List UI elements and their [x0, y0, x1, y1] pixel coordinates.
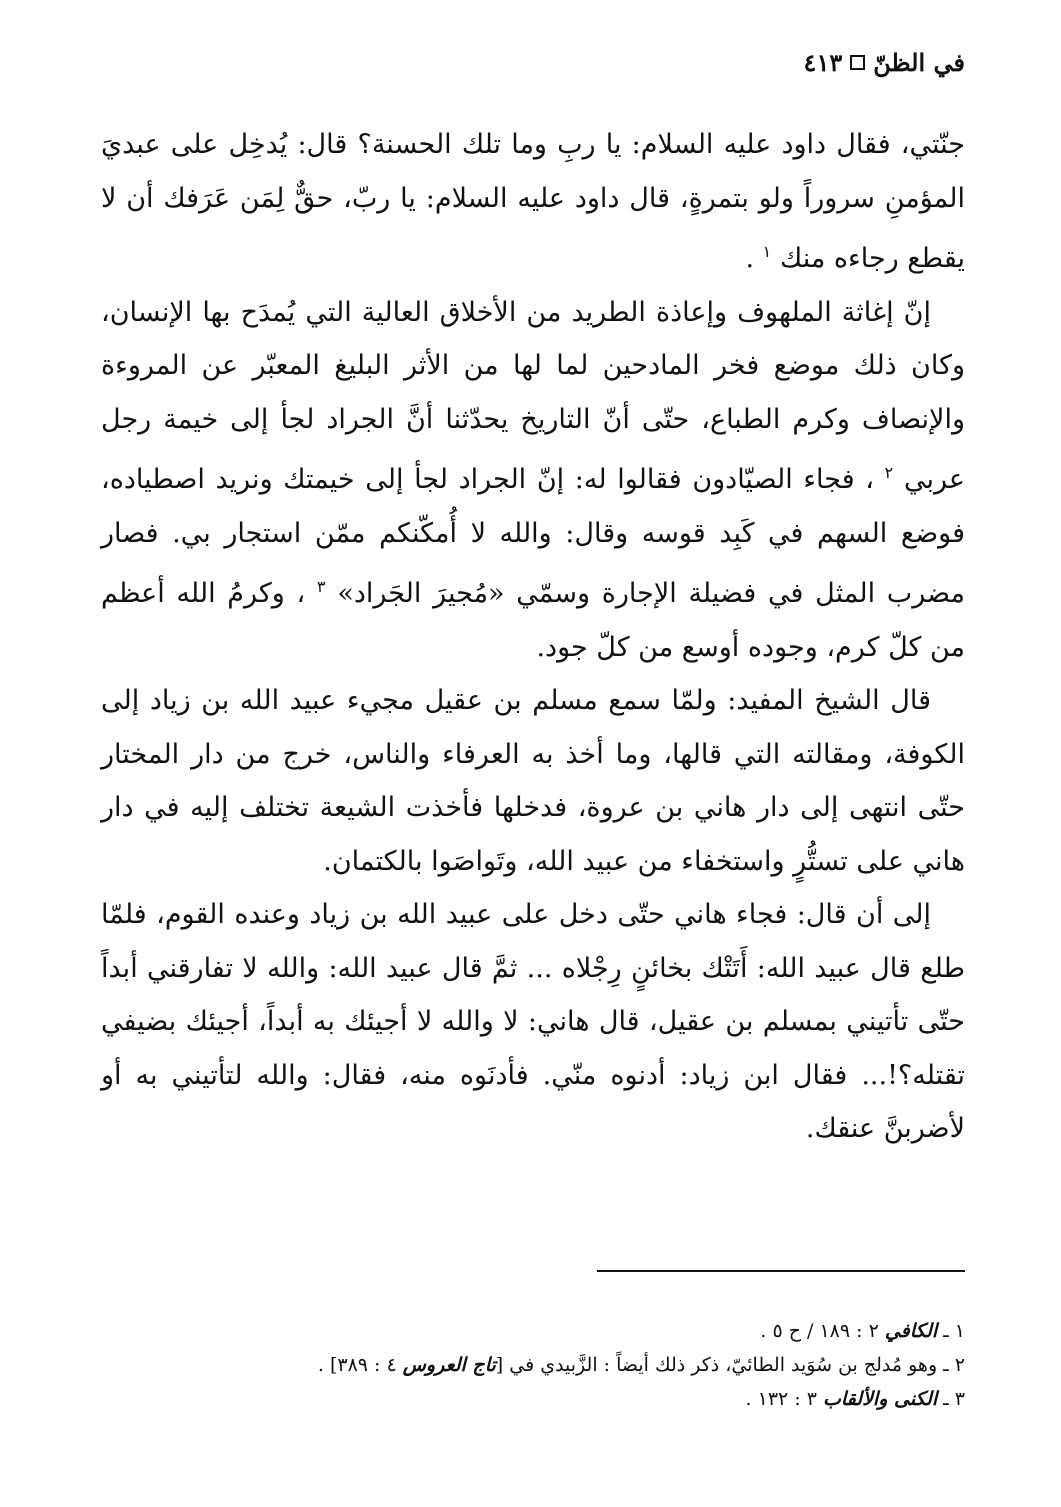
paragraph-text: إلى أن قال: فجاء هاني حتّى دخل على عبيد الله بن زياد وعنده القوم، فلمّا طلع قال عبيد الله: أَتَتْك بخائنٍ رِجْلاه ... ثمَّ قال عبيد الله: والله لا تفارقني أبداً حتّى تأتيني بمسلم بن عقيل، قال هاني: لا والله لا أجيئك به أبداً، أجيئك بضيفي تقتله؟!... فقال ابن زياد: أدنوه منّي. فأدنَوه منه، فقال: والله لتأتيني به أو لأضربنَّ عنقك. — [101, 899, 965, 1144]
footnote-number: ٢ ـ — [943, 1354, 965, 1376]
paragraph-text: جنّتي، فقال داود عليه السلام: يا ربِ وما تلك الحسنة؟ قال: يُدخِل على عبديَ المؤمنِ سروراً ولو بتمرةٍ، قال داود عليه السلام: يا ربّ، حقٌّ لِمَن عَرَفك أن لا يقطع رجاءه منك — [101, 129, 965, 274]
footnote — [101, 1314, 965, 1348]
paragraph — [101, 888, 965, 1156]
footnotes — [101, 1314, 965, 1416]
footnote-divider — [597, 1270, 965, 1272]
footnote — [101, 1382, 965, 1416]
paragraph-text: . — [745, 243, 755, 274]
paragraph-text: إنّ إغاثة الملهوف وإعاذة الطريد من الأخلاق العالية التي يُمدَح بها الإنسان، وكان ذلك موضع فخر المادحين لما لها من الأثر البليغ المعبّر عن المروءة والإنصاف وكرم الطباع، حتّى أنّ التاريخ يحدّثنا أنَّ الجراد لجأ إلى خيمة رجل عربي — [101, 296, 965, 495]
running-head-title: في الظنّ — [873, 48, 965, 77]
body-text — [101, 118, 965, 1156]
footnote-text: ٢ : ١٨٩ / ح ٥ . — [760, 1320, 885, 1342]
footnote — [101, 1348, 965, 1382]
paragraph-text: قال الشيخ المفيد: ولمّا سمع مسلم بن عقيل مجيء عبيد الله بن زياد إلى الكوفة، ومقالته التي قالها، وما أخذ به العرفاء والناس، خرج من دار المختار حتّى انتهى إلى دار هاني بن عروة، فدخلها فأخذت الشيعة تختلف إليه في دار هاني على تستُّرٍ واستخفاء من عبيد الله، وتَواصَوا بالكتمان. — [101, 685, 966, 877]
footnote-text: وهو مُدلج بن سُوَيد الطائيّ، ذكر ذلك أيضاً : الزَّبيدي في [ — [495, 1354, 938, 1376]
square-separator-icon — [850, 55, 865, 70]
book-title: الكافي — [884, 1320, 938, 1342]
footnote-ref: ١ — [762, 242, 772, 261]
paragraph-text: ، وكرمُ الله أعظم من كلّ كرم، وجوده أوسع من كلّ جود. — [101, 578, 965, 663]
page-number: ٤١٣ — [803, 48, 843, 77]
paragraph — [101, 674, 965, 888]
footnote-text: ٤ : ٣٨٩] . — [317, 1354, 403, 1376]
paragraph — [101, 286, 965, 675]
book-title: الكنى والألقاب — [823, 1388, 938, 1410]
footnote-text: ٣ : ١٣٢ . — [745, 1388, 823, 1410]
running-head — [804, 48, 965, 77]
footnote-ref: ٢ — [884, 463, 894, 482]
footnote-ref: ٣ — [316, 577, 326, 596]
paragraph-text: ، فجاء الصيّادون فقالوا له: إنّ الجراد لجأ إلى خيمتك ونريد اصطياده، فوضع السهم في كَبِد قوسه وقال: والله لا أُمكّنكم ممّن استجار بي. فصار مضرب المثل في فضيلة الإجارة وسمّي «مُجيرَ الجَراد» — [101, 464, 965, 609]
paragraph — [101, 118, 965, 286]
book-title: تاج العروس — [402, 1354, 496, 1376]
footnote-number: ٣ ـ — [943, 1388, 965, 1410]
footnote-number: ١ ـ — [943, 1320, 965, 1342]
